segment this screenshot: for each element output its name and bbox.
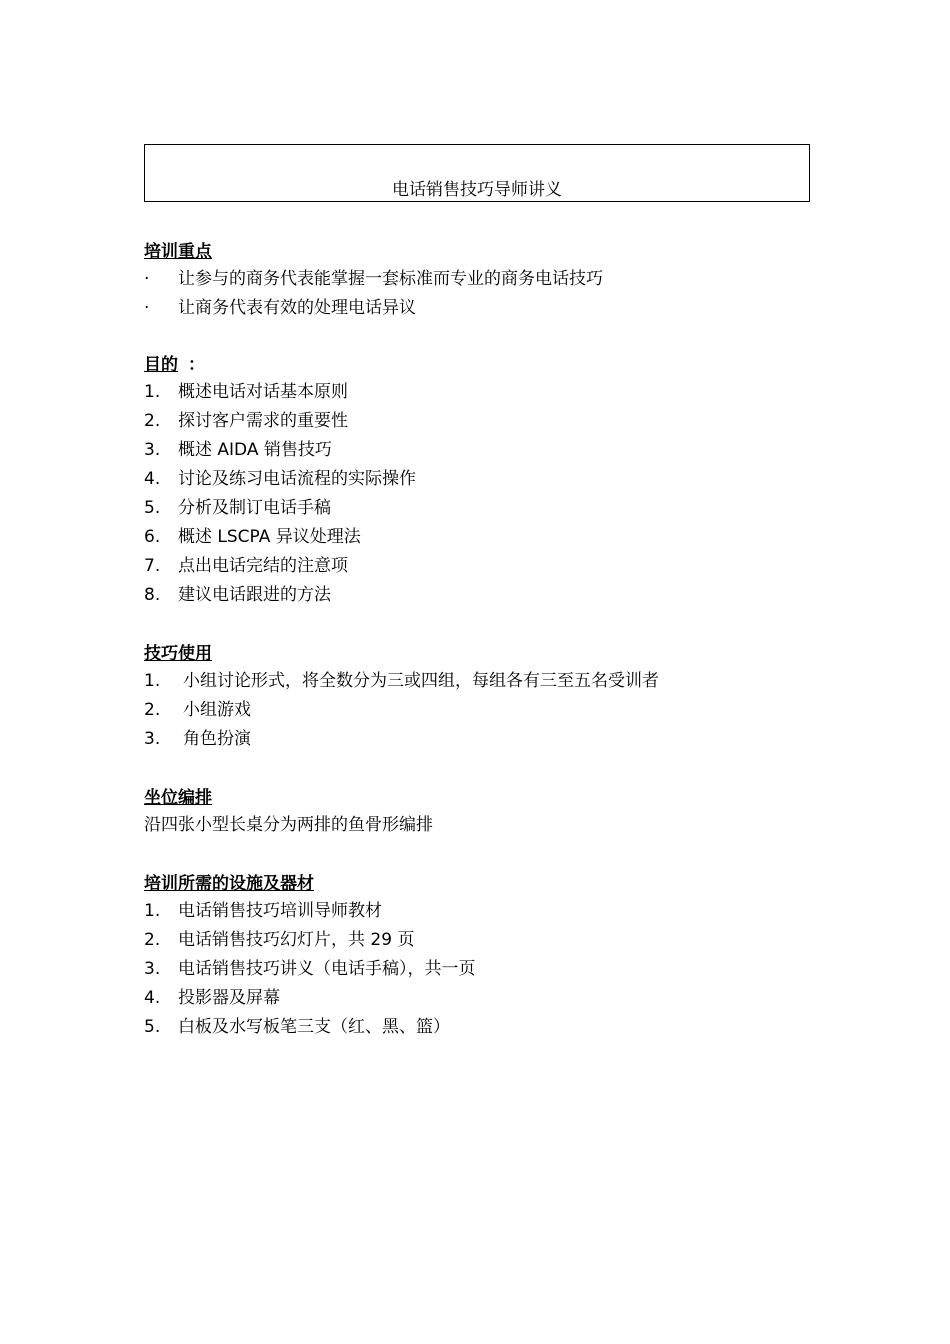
list-item	[144, 523, 844, 552]
list-number: 1.	[144, 901, 161, 921]
focus-section	[144, 239, 844, 323]
list-number: 3.	[144, 729, 161, 749]
list-item-text-pre: 概述	[178, 527, 218, 547]
list-item	[144, 494, 844, 523]
bullet-marker: ·	[144, 269, 150, 289]
list-item-text: 讨论及练习电话流程的实际操作	[178, 469, 416, 489]
list-item	[144, 407, 844, 436]
list-item	[144, 436, 844, 465]
list-number: 7.	[144, 556, 161, 576]
list-item-text-pre: 电话销售技巧幻灯片，共	[178, 930, 371, 950]
list-item-text: 点出电话完结的注意项	[178, 556, 348, 576]
list-number: 1.	[144, 382, 161, 402]
focus-heading: 培训重点	[144, 242, 212, 262]
list-item-text-pre: 概述	[178, 440, 218, 460]
techniques-section	[144, 641, 844, 754]
goals-heading	[144, 352, 844, 378]
list-item-text: 概述电话对话基本原则	[178, 382, 348, 402]
list-item	[144, 926, 844, 955]
list-item-text: 探讨客户需求的重要性	[178, 411, 348, 431]
list-number: 2.	[144, 411, 161, 431]
seating-section	[144, 785, 844, 840]
list-item-text-latin: LSCPA	[217, 527, 271, 547]
list-item	[144, 696, 844, 725]
list-number: 8.	[144, 585, 161, 605]
list-number: 1.	[144, 671, 161, 691]
list-item-text: 让参与的商务代表能掌握一套标准而专业的商务电话技巧	[178, 269, 603, 289]
list-item-text-post: 页	[392, 930, 415, 950]
list-item-text: 角色扮演	[183, 729, 251, 749]
list-item	[144, 552, 844, 581]
list-item	[144, 265, 844, 294]
seating-text: 沿四张小型长桌分为两排的鱼骨形编排	[144, 815, 433, 835]
list-item	[144, 897, 844, 926]
list-item-text-latin: 29	[370, 930, 393, 950]
list-number: 2.	[144, 930, 161, 950]
list-item-text	[178, 440, 332, 460]
list-item	[144, 725, 844, 754]
list-item-text-post: 销售技巧	[258, 440, 332, 460]
list-number: 5.	[144, 1017, 161, 1037]
title-box	[144, 144, 810, 202]
list-item	[144, 1013, 844, 1042]
list-item-text-latin: AIDA	[217, 440, 259, 460]
goals-heading-text: 目的	[144, 355, 178, 375]
seating-heading: 坐位编排	[144, 788, 212, 808]
techniques-heading: 技巧使用	[144, 644, 212, 664]
list-item	[144, 465, 844, 494]
list-item-text	[178, 527, 361, 547]
list-item-text: 让商务代表有效的处理电话异议	[178, 298, 416, 318]
list-item-text: 分析及制订电话手稿	[178, 498, 331, 518]
document-title: 电话销售技巧导师讲义	[392, 180, 562, 200]
list-item-text: 建议电话跟进的方法	[178, 585, 331, 605]
list-item-text: 投影器及屏幕	[178, 988, 280, 1008]
list-number: 4.	[144, 988, 161, 1008]
list-number: 5.	[144, 498, 161, 518]
list-item	[144, 581, 844, 610]
goals-section	[144, 352, 844, 610]
list-item-text: 电话销售技巧讲义（电话手稿），共一页	[178, 959, 476, 979]
list-item	[144, 378, 844, 407]
equipment-heading: 培训所需的设施及器材	[144, 874, 314, 894]
list-item	[144, 667, 844, 696]
list-number: 4.	[144, 469, 161, 489]
list-number: 3.	[144, 959, 161, 979]
list-number: 3.	[144, 440, 161, 460]
list-number: 2.	[144, 700, 161, 720]
list-number: 6.	[144, 527, 161, 547]
list-item-text: 小组讨论形式，将全数分为三或四组，每组各有三至五名受训者	[183, 671, 659, 691]
list-item-text	[178, 930, 414, 950]
equipment-section	[144, 871, 844, 1042]
list-item-text: 白板及水写板笔三支（红、黑、篮）	[178, 1017, 450, 1037]
bullet-marker: ·	[144, 298, 150, 318]
list-item	[144, 294, 844, 323]
list-item	[144, 984, 844, 1013]
goals-heading-colon: ：	[188, 355, 205, 375]
list-item-text: 电话销售技巧培训导师教材	[178, 901, 382, 921]
list-item-text: 小组游戏	[183, 700, 251, 720]
list-item-text-post: 异议处理法	[270, 527, 361, 547]
list-item	[144, 955, 844, 984]
